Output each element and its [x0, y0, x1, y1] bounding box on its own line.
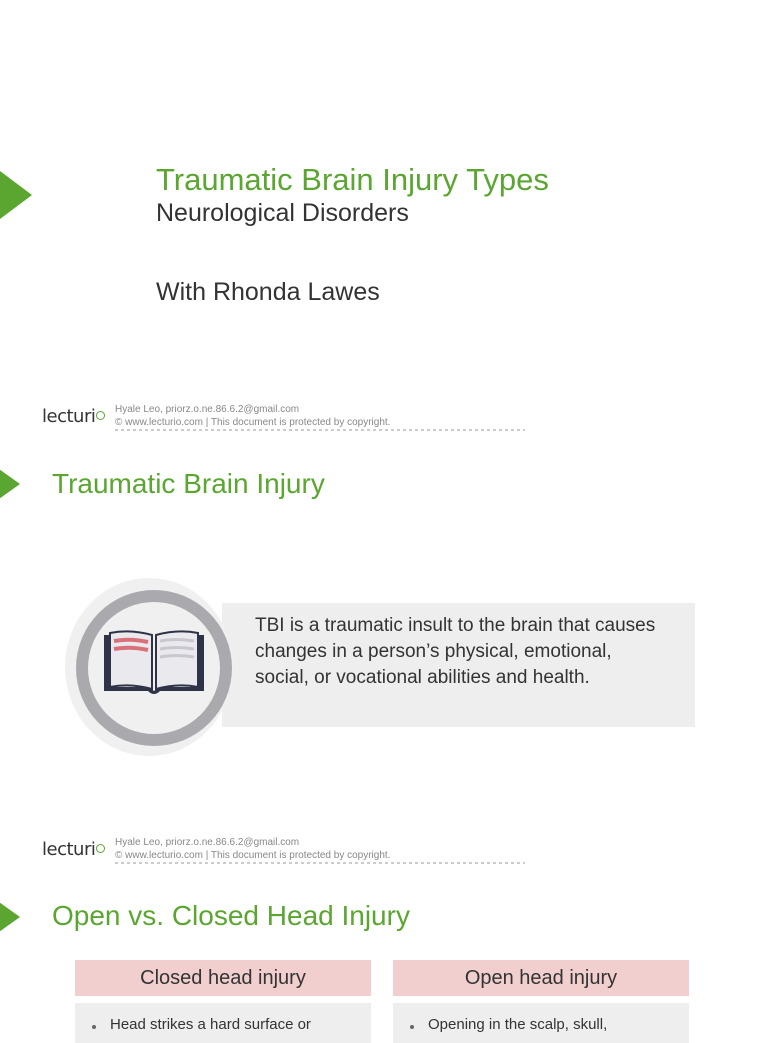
footer-cut-text: [115, 429, 525, 431]
slide-arrow-icon: [0, 165, 32, 225]
slide-open-closed: [0, 866, 768, 1033]
logo-dot-icon: [96, 411, 105, 420]
bullet-icon: [92, 1025, 96, 1029]
book-icon: [102, 629, 206, 699]
bullet-icon: [410, 1025, 414, 1029]
slide-tbi: [0, 433, 768, 866]
lecturio-logo: lecturi: [42, 406, 105, 427]
slide-subtitle: Neurological Disorders: [156, 199, 409, 227]
slide-footer: [40, 836, 500, 866]
open-head-injury-header: Open head injury: [393, 960, 689, 996]
copyright-text: [115, 836, 390, 862]
logo-dot-icon: [96, 844, 105, 853]
lecturio-logo: lecturi: [42, 839, 105, 860]
closed-injury-bullet: Head strikes a hard surface or: [110, 1016, 311, 1033]
footer-cut-text: [115, 862, 525, 864]
footer-user: Hyale Leo, priorz.o.ne.86.6.2@gmail.com: [115, 837, 300, 848]
closed-head-injury-header: Closed head injury: [75, 960, 371, 996]
slide-heading: Open vs. Closed Head Injury: [52, 900, 410, 931]
footer-copyright: © www.lecturio.com | This document is protected by copyright.: [115, 850, 391, 861]
tbi-definition: TBI is a traumatic insult to the brain that causes changes in a person’s physical, emotional, social, or vocational abilities and health.: [255, 615, 656, 688]
slide-title-text: Traumatic Brain Injury Types: [156, 162, 549, 197]
presenter-name: With Rhonda Lawes: [156, 278, 380, 306]
footer-copyright: © www.lecturio.com | This document is protected by copyright.: [115, 417, 391, 428]
copyright-text: [115, 403, 390, 429]
slide-arrow-icon: [0, 897, 20, 937]
slide-arrow-icon: [0, 464, 20, 504]
slide-heading: Traumatic Brain Injury: [52, 468, 325, 499]
footer-user: Hyale Leo, priorz.o.ne.86.6.2@gmail.com: [115, 404, 300, 415]
slide-footer: [40, 403, 500, 433]
open-injury-bullet: Opening in the scalp, skull,: [428, 1016, 608, 1033]
slide-title: [0, 0, 768, 433]
